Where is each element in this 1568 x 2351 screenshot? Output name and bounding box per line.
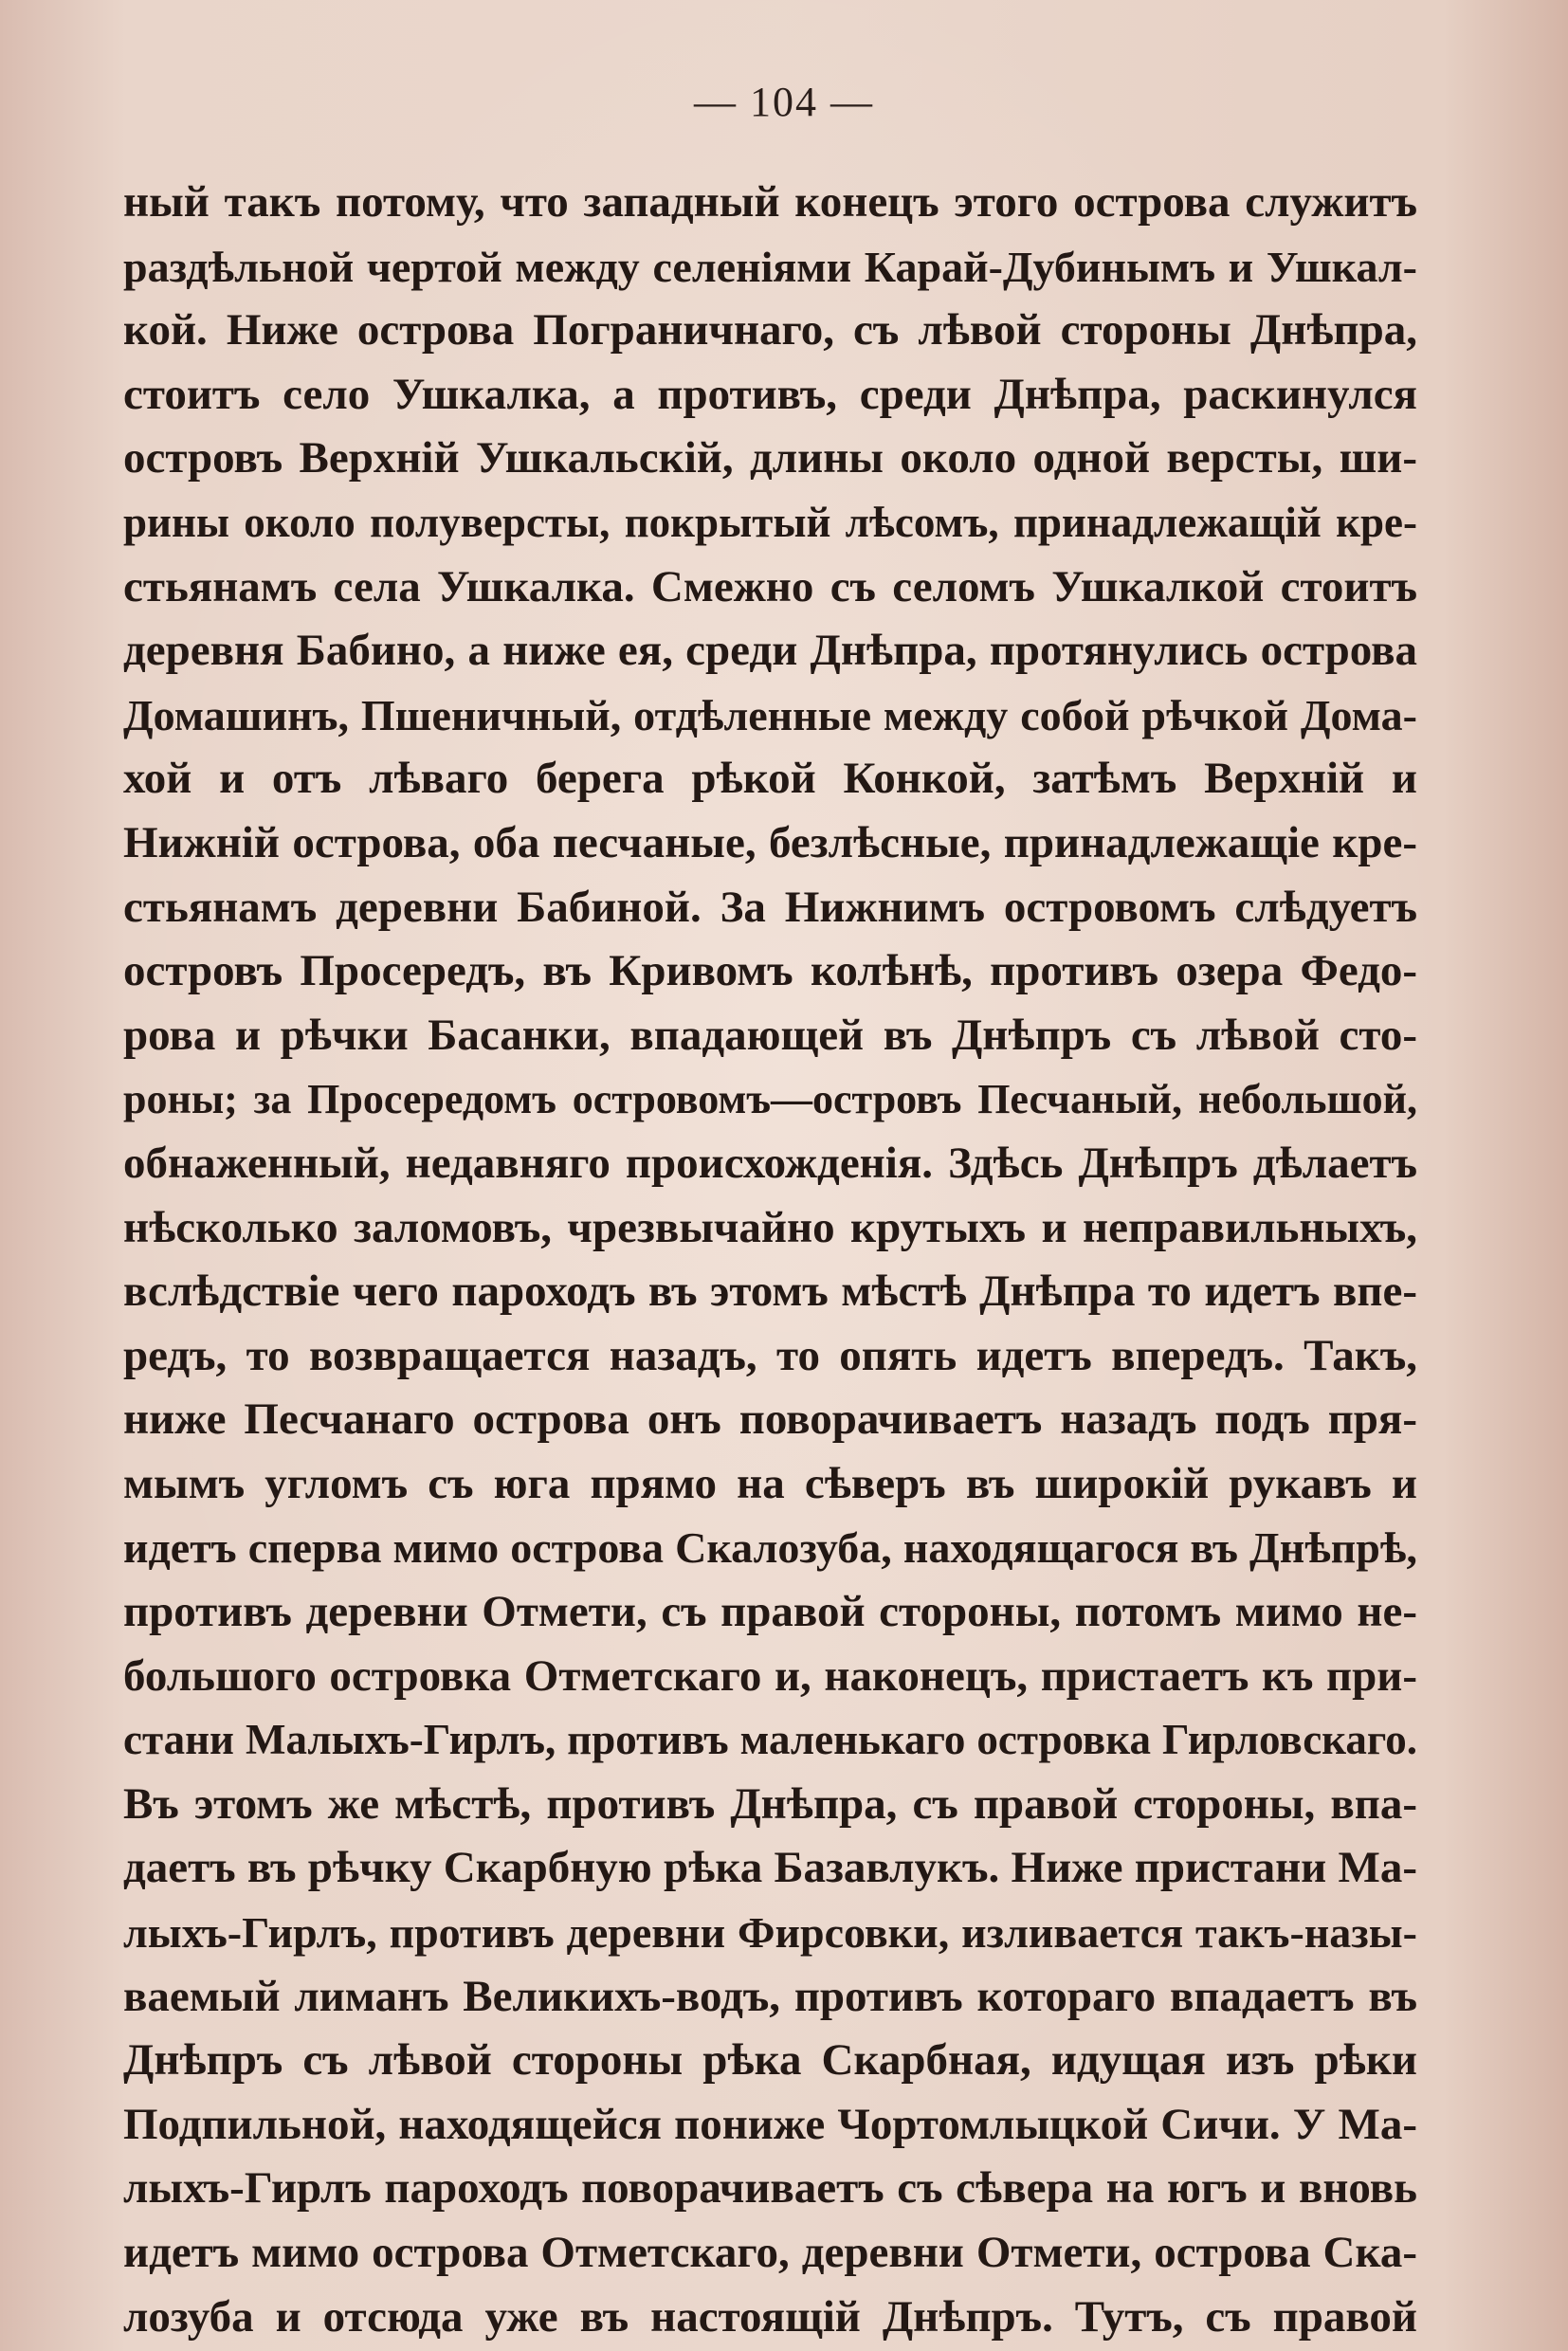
text-line: лыхъ-Гирлъ, противъ деревни Фирсовки, изливается такъ-назы-	[123, 1908, 1417, 1958]
text-line: Въ этомъ же мѣстѣ, противъ Днѣпра, съ правой стороны, впа-	[123, 1778, 1417, 1829]
text-line: островъ Просередъ, въ Кривомъ колѣнѣ, противъ озера Федо-	[123, 946, 1417, 996]
text-line: стани Малыхъ-Гирлъ, противъ маленькаго островка Гирловскаго.	[123, 1716, 1417, 1764]
text-line: Домашинъ, Пшеничный, отдѣленные между собой рѣчкой Дома-	[123, 690, 1417, 739]
text-line: лозуба и отсюда уже въ настоящій Днѣпръ. Тутъ, съ правой	[123, 2291, 1417, 2342]
text-line: мымъ угломъ съ юга прямо на сѣверъ въ широкій рукавъ и	[123, 1458, 1417, 1508]
text-line: кой. Ниже острова Пограничнаго, съ лѣвой стороны Днѣпра,	[123, 305, 1417, 355]
text-line: ваемый лиманъ Великихъ-водъ, противъ котораго впадаетъ въ	[123, 1971, 1417, 2021]
text-line: Нижній острова, оба песчаные, безлѣсные, принадлежащіе кре-	[123, 817, 1417, 867]
text-line: рова и рѣчки Басанки, впадающей въ Днѣпръ съ лѣвой сто-	[123, 1010, 1417, 1060]
text-line: ный такъ потому, что западный конецъ этого острова служитъ	[123, 177, 1417, 227]
text-line: хой и отъ лѣваго берега рѣкой Конкой, затѣмъ Верхній и	[123, 754, 1417, 804]
text-line: раздѣльной чертой между селеніями Карай-Дубинымъ и Ушкал-	[123, 242, 1417, 291]
text-line: роны; за Просередомъ островомъ—островъ Песчаный, небольшой,	[123, 1076, 1417, 1123]
text-line: рины около полуверсты, покрытый лѣсомъ, принадлежащій кре-	[123, 498, 1417, 546]
text-line: идетъ мимо острова Отметскаго, деревни Отмети, острова Ска-	[123, 2228, 1417, 2277]
text-line: идетъ сперва мимо острова Скалозуба, находящагося въ Днѣпрѣ,	[123, 1523, 1417, 1573]
body-text	[123, 171, 1417, 2349]
text-line: лыхъ-Гирлъ пароходъ поворачиваетъ съ сѣвера на югъ и вновь	[123, 2163, 1417, 2214]
text-line: стоитъ село Ушкалка, а противъ, среди Днѣпра, раскинулся	[123, 369, 1417, 419]
text-line: даетъ въ рѣчку Скарбную рѣка Базавлукъ. Ниже пристани Ма-	[123, 1843, 1417, 1893]
page-number: — 104 —	[694, 79, 874, 125]
text-line: стьянамъ села Ушкалка. Смежно съ селомъ Ушкалкой стоитъ	[123, 561, 1417, 611]
text-line: Подпильной, находящейся пониже Чортомлыцкой Сичи. У Ма-	[123, 2099, 1417, 2149]
text-line: нѣсколько заломовъ, чрезвычайно крутыхъ и неправильныхъ,	[123, 1202, 1417, 1252]
text-line: обнаженный, недавняго происхожденія. Здѣсь Днѣпръ дѣлаетъ	[123, 1138, 1417, 1188]
text-line: большого островка Отметскаго и, наконецъ, пристаетъ къ при-	[123, 1650, 1417, 1701]
text-line: островъ Верхній Ушкальскій, длины около одной версты, ши-	[123, 433, 1417, 483]
text-line: редъ, то возвращается назадъ, то опять идетъ впередъ. Такъ,	[123, 1330, 1417, 1380]
text-line: стьянамъ деревни Бабиной. За Нижнимъ островомъ слѣдуетъ	[123, 882, 1417, 932]
text-line: вслѣдствіе чего пароходъ въ этомъ мѣстѣ Днѣпра то идетъ впе-	[123, 1267, 1417, 1317]
text-line: деревня Бабино, а ниже ея, среди Днѣпра, протянулись острова	[123, 626, 1417, 676]
text-line: противъ деревни Отмети, съ правой стороны, потомъ мимо не-	[123, 1587, 1417, 1637]
text-line: Днѣпръ съ лѣвой стороны рѣка Скарбная, идущая изъ рѣки	[123, 2035, 1417, 2086]
text-line: ниже Песчанаго острова онъ поворачиваетъ назадъ подъ пря-	[123, 1394, 1417, 1445]
